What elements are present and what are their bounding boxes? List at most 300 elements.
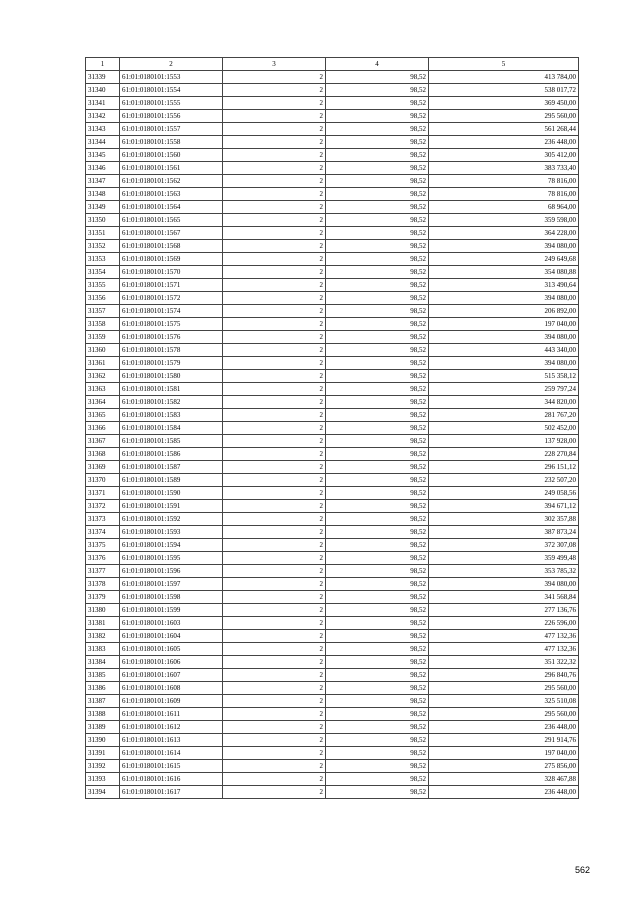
cadastral-number-cell: 61:01:0180101:1570 [120, 266, 223, 279]
count-cell: 2 [223, 513, 326, 526]
count-cell: 2 [223, 409, 326, 422]
amount-cell: 369 450,00 [429, 97, 579, 110]
cadastral-number-cell: 61:01:0180101:1612 [120, 721, 223, 734]
table-row [86, 656, 579, 669]
count-cell: 2 [223, 97, 326, 110]
count-cell: 2 [223, 539, 326, 552]
count-cell: 2 [223, 266, 326, 279]
percent-cell: 98,52 [326, 539, 429, 552]
amount-cell: 295 560,00 [429, 682, 579, 695]
percent-cell: 98,52 [326, 604, 429, 617]
table-row [86, 175, 579, 188]
cadastral-number-cell: 61:01:0180101:1596 [120, 565, 223, 578]
amount-cell: 443 340,00 [429, 344, 579, 357]
cadastral-number-cell: 61:01:0180101:1562 [120, 175, 223, 188]
row-number-cell: 31393 [86, 773, 120, 786]
amount-cell: 313 490,64 [429, 279, 579, 292]
amount-cell: 341 568,84 [429, 591, 579, 604]
percent-cell: 98,52 [326, 331, 429, 344]
amount-cell: 502 452,00 [429, 422, 579, 435]
percent-cell: 98,52 [326, 253, 429, 266]
row-number-cell: 31379 [86, 591, 120, 604]
count-cell: 2 [223, 292, 326, 305]
amount-cell: 291 914,76 [429, 734, 579, 747]
count-cell: 2 [223, 227, 326, 240]
row-number-cell: 31369 [86, 461, 120, 474]
count-cell: 2 [223, 110, 326, 123]
row-number-cell: 31339 [86, 71, 120, 84]
table-row [86, 487, 579, 500]
row-number-cell: 31394 [86, 786, 120, 799]
percent-cell: 98,52 [326, 84, 429, 97]
cadastral-number-cell: 61:01:0180101:1571 [120, 279, 223, 292]
table-row [86, 84, 579, 97]
percent-cell: 98,52 [326, 97, 429, 110]
count-cell: 2 [223, 669, 326, 682]
table-row [86, 149, 579, 162]
count-cell: 2 [223, 565, 326, 578]
count-cell: 2 [223, 708, 326, 721]
row-number-cell: 31358 [86, 318, 120, 331]
table-row [86, 474, 579, 487]
percent-cell: 98,52 [326, 175, 429, 188]
percent-cell: 98,52 [326, 240, 429, 253]
cadastral-number-cell: 61:01:0180101:1579 [120, 357, 223, 370]
cadastral-number-cell: 61:01:0180101:1576 [120, 331, 223, 344]
table-row [86, 734, 579, 747]
count-cell: 2 [223, 318, 326, 331]
percent-cell: 98,52 [326, 149, 429, 162]
row-number-cell: 31346 [86, 162, 120, 175]
amount-cell: 372 307,08 [429, 539, 579, 552]
percent-cell: 98,52 [326, 513, 429, 526]
percent-cell: 98,52 [326, 188, 429, 201]
row-number-cell: 31357 [86, 305, 120, 318]
column-header-5: 5 [429, 58, 579, 71]
count-cell: 2 [223, 214, 326, 227]
cadastral-number-cell: 61:01:0180101:1568 [120, 240, 223, 253]
count-cell: 2 [223, 617, 326, 630]
row-number-cell: 31386 [86, 682, 120, 695]
amount-cell: 351 322,32 [429, 656, 579, 669]
row-number-cell: 31375 [86, 539, 120, 552]
percent-cell: 98,52 [326, 71, 429, 84]
row-number-cell: 31355 [86, 279, 120, 292]
table-row [86, 682, 579, 695]
cadastral-number-cell: 61:01:0180101:1594 [120, 539, 223, 552]
cadastral-number-cell: 61:01:0180101:1608 [120, 682, 223, 695]
amount-cell: 236 448,00 [429, 721, 579, 734]
cadastral-number-cell: 61:01:0180101:1584 [120, 422, 223, 435]
cadastral-number-cell: 61:01:0180101:1617 [120, 786, 223, 799]
row-number-cell: 31377 [86, 565, 120, 578]
amount-cell: 413 784,00 [429, 71, 579, 84]
table-row [86, 669, 579, 682]
percent-cell: 98,52 [326, 773, 429, 786]
row-number-cell: 31348 [86, 188, 120, 201]
table-row [86, 578, 579, 591]
percent-cell: 98,52 [326, 591, 429, 604]
row-number-cell: 31370 [86, 474, 120, 487]
percent-cell: 98,52 [326, 578, 429, 591]
percent-cell: 98,52 [326, 201, 429, 214]
count-cell: 2 [223, 188, 326, 201]
row-number-cell: 31376 [86, 552, 120, 565]
cadastral-number-cell: 61:01:0180101:1605 [120, 643, 223, 656]
amount-cell: 394 080,00 [429, 240, 579, 253]
amount-cell: 296 840,76 [429, 669, 579, 682]
percent-cell: 98,52 [326, 123, 429, 136]
percent-cell: 98,52 [326, 396, 429, 409]
cadastral-number-cell: 61:01:0180101:1555 [120, 97, 223, 110]
count-cell: 2 [223, 253, 326, 266]
table-row [86, 305, 579, 318]
amount-cell: 394 080,00 [429, 292, 579, 305]
amount-cell: 561 268,44 [429, 123, 579, 136]
row-number-cell: 31378 [86, 578, 120, 591]
row-number-cell: 31392 [86, 760, 120, 773]
cadastral-number-cell: 61:01:0180101:1613 [120, 734, 223, 747]
amount-cell: 394 080,00 [429, 331, 579, 344]
table-row [86, 565, 579, 578]
cadastral-number-cell: 61:01:0180101:1572 [120, 292, 223, 305]
table-row [86, 188, 579, 201]
table-row [86, 448, 579, 461]
percent-cell: 98,52 [326, 760, 429, 773]
percent-cell: 98,52 [326, 227, 429, 240]
row-number-cell: 31347 [86, 175, 120, 188]
amount-cell: 383 733,40 [429, 162, 579, 175]
table-row [86, 409, 579, 422]
amount-cell: 394 080,00 [429, 578, 579, 591]
row-number-cell: 31372 [86, 500, 120, 513]
count-cell: 2 [223, 448, 326, 461]
amount-cell: 328 467,88 [429, 773, 579, 786]
amount-cell: 325 510,08 [429, 695, 579, 708]
cadastral-number-cell: 61:01:0180101:1607 [120, 669, 223, 682]
count-cell: 2 [223, 474, 326, 487]
amount-cell: 78 816,00 [429, 175, 579, 188]
count-cell: 2 [223, 240, 326, 253]
percent-cell: 98,52 [326, 162, 429, 175]
table-row [86, 266, 579, 279]
row-number-cell: 31389 [86, 721, 120, 734]
table-row [86, 591, 579, 604]
percent-cell: 98,52 [326, 214, 429, 227]
count-cell: 2 [223, 71, 326, 84]
table-row [86, 97, 579, 110]
count-cell: 2 [223, 734, 326, 747]
cadastral-number-cell: 61:01:0180101:1603 [120, 617, 223, 630]
cadastral-number-cell: 61:01:0180101:1586 [120, 448, 223, 461]
table-row [86, 162, 579, 175]
count-cell: 2 [223, 773, 326, 786]
column-header-3: 3 [223, 58, 326, 71]
cadastral-number-cell: 61:01:0180101:1582 [120, 396, 223, 409]
row-number-cell: 31381 [86, 617, 120, 630]
cadastral-number-cell: 61:01:0180101:1599 [120, 604, 223, 617]
cadastral-number-cell: 61:01:0180101:1567 [120, 227, 223, 240]
page-number: 562 [574, 865, 590, 875]
table-row [86, 773, 579, 786]
amount-cell: 359 499,48 [429, 552, 579, 565]
table-row [86, 422, 579, 435]
row-number-cell: 31352 [86, 240, 120, 253]
table-row [86, 500, 579, 513]
row-number-cell: 31362 [86, 370, 120, 383]
table-row [86, 71, 579, 84]
row-number-cell: 31349 [86, 201, 120, 214]
table-row [86, 695, 579, 708]
amount-cell: 226 596,00 [429, 617, 579, 630]
percent-cell: 98,52 [326, 786, 429, 799]
cadastral-number-cell: 61:01:0180101:1597 [120, 578, 223, 591]
amount-cell: 477 132,36 [429, 630, 579, 643]
amount-cell: 538 017,72 [429, 84, 579, 97]
row-number-cell: 31361 [86, 357, 120, 370]
count-cell: 2 [223, 422, 326, 435]
header-row [86, 58, 579, 71]
percent-cell: 98,52 [326, 357, 429, 370]
count-cell: 2 [223, 630, 326, 643]
percent-cell: 98,52 [326, 669, 429, 682]
row-number-cell: 31340 [86, 84, 120, 97]
row-number-cell: 31387 [86, 695, 120, 708]
table-row [86, 344, 579, 357]
cadastral-number-cell: 61:01:0180101:1563 [120, 188, 223, 201]
amount-cell: 359 598,00 [429, 214, 579, 227]
amount-cell: 387 873,24 [429, 526, 579, 539]
table-row [86, 279, 579, 292]
cadastral-number-cell: 61:01:0180101:1615 [120, 760, 223, 773]
table-row [86, 227, 579, 240]
table-row [86, 331, 579, 344]
percent-cell: 98,52 [326, 422, 429, 435]
percent-cell: 98,52 [326, 344, 429, 357]
count-cell: 2 [223, 552, 326, 565]
table-row [86, 513, 579, 526]
cadastral-number-cell: 61:01:0180101:1569 [120, 253, 223, 266]
row-number-cell: 31344 [86, 136, 120, 149]
table-body [86, 71, 579, 799]
table-row [86, 760, 579, 773]
table-row [86, 370, 579, 383]
row-number-cell: 31366 [86, 422, 120, 435]
row-number-cell: 31350 [86, 214, 120, 227]
count-cell: 2 [223, 331, 326, 344]
table-row [86, 617, 579, 630]
amount-cell: 68 964,00 [429, 201, 579, 214]
percent-cell: 98,52 [326, 721, 429, 734]
row-number-cell: 31365 [86, 409, 120, 422]
table-row [86, 214, 579, 227]
cadastral-number-cell: 61:01:0180101:1557 [120, 123, 223, 136]
cadastral-number-cell: 61:01:0180101:1604 [120, 630, 223, 643]
row-number-cell: 31374 [86, 526, 120, 539]
percent-cell: 98,52 [326, 708, 429, 721]
count-cell: 2 [223, 149, 326, 162]
amount-cell: 515 358,12 [429, 370, 579, 383]
amount-cell: 137 928,00 [429, 435, 579, 448]
row-number-cell: 31360 [86, 344, 120, 357]
amount-cell: 295 560,00 [429, 110, 579, 123]
table-row [86, 604, 579, 617]
cadastral-number-cell: 61:01:0180101:1590 [120, 487, 223, 500]
percent-cell: 98,52 [326, 292, 429, 305]
cadastral-number-cell: 61:01:0180101:1581 [120, 383, 223, 396]
percent-cell: 98,52 [326, 110, 429, 123]
row-number-cell: 31367 [86, 435, 120, 448]
cadastral-number-cell: 61:01:0180101:1565 [120, 214, 223, 227]
percent-cell: 98,52 [326, 435, 429, 448]
count-cell: 2 [223, 357, 326, 370]
amount-cell: 302 357,88 [429, 513, 579, 526]
amount-cell: 259 797,24 [429, 383, 579, 396]
cadastral-number-cell: 61:01:0180101:1592 [120, 513, 223, 526]
cadastral-number-cell: 61:01:0180101:1587 [120, 461, 223, 474]
table-row [86, 435, 579, 448]
row-number-cell: 31368 [86, 448, 120, 461]
count-cell: 2 [223, 201, 326, 214]
count-cell: 2 [223, 747, 326, 760]
count-cell: 2 [223, 643, 326, 656]
percent-cell: 98,52 [326, 487, 429, 500]
cadastral-number-cell: 61:01:0180101:1614 [120, 747, 223, 760]
row-number-cell: 31371 [86, 487, 120, 500]
count-cell: 2 [223, 136, 326, 149]
count-cell: 2 [223, 344, 326, 357]
count-cell: 2 [223, 383, 326, 396]
row-number-cell: 31353 [86, 253, 120, 266]
percent-cell: 98,52 [326, 279, 429, 292]
cadastral-number-cell: 61:01:0180101:1578 [120, 344, 223, 357]
cadastral-number-cell: 61:01:0180101:1558 [120, 136, 223, 149]
count-cell: 2 [223, 526, 326, 539]
cadastral-number-cell: 61:01:0180101:1583 [120, 409, 223, 422]
cadastral-number-cell: 61:01:0180101:1561 [120, 162, 223, 175]
count-cell: 2 [223, 279, 326, 292]
amount-cell: 197 040,00 [429, 318, 579, 331]
row-number-cell: 31383 [86, 643, 120, 656]
amount-cell: 197 040,00 [429, 747, 579, 760]
percent-cell: 98,52 [326, 448, 429, 461]
cadastral-number-cell: 61:01:0180101:1574 [120, 305, 223, 318]
cadastral-number-cell: 61:01:0180101:1560 [120, 149, 223, 162]
row-number-cell: 31388 [86, 708, 120, 721]
amount-cell: 353 785,32 [429, 565, 579, 578]
amount-cell: 277 136,76 [429, 604, 579, 617]
percent-cell: 98,52 [326, 474, 429, 487]
row-number-cell: 31356 [86, 292, 120, 305]
amount-cell: 236 448,00 [429, 136, 579, 149]
percent-cell: 98,52 [326, 461, 429, 474]
row-number-cell: 31351 [86, 227, 120, 240]
count-cell: 2 [223, 656, 326, 669]
cadastral-number-cell: 61:01:0180101:1598 [120, 591, 223, 604]
cadastral-value-table [85, 57, 579, 799]
percent-cell: 98,52 [326, 630, 429, 643]
row-number-cell: 31342 [86, 110, 120, 123]
table-row [86, 708, 579, 721]
count-cell: 2 [223, 682, 326, 695]
table-row [86, 357, 579, 370]
amount-cell: 364 228,00 [429, 227, 579, 240]
table-row [86, 240, 579, 253]
percent-cell: 98,52 [326, 526, 429, 539]
table-row [86, 539, 579, 552]
amount-cell: 296 151,12 [429, 461, 579, 474]
count-cell: 2 [223, 123, 326, 136]
cadastral-number-cell: 61:01:0180101:1606 [120, 656, 223, 669]
table-row [86, 526, 579, 539]
table-row [86, 630, 579, 643]
cadastral-number-cell: 61:01:0180101:1564 [120, 201, 223, 214]
table-row [86, 461, 579, 474]
cadastral-number-cell: 61:01:0180101:1589 [120, 474, 223, 487]
amount-cell: 344 820,00 [429, 396, 579, 409]
percent-cell: 98,52 [326, 565, 429, 578]
cadastral-number-cell: 61:01:0180101:1553 [120, 71, 223, 84]
count-cell: 2 [223, 760, 326, 773]
count-cell: 2 [223, 786, 326, 799]
percent-cell: 98,52 [326, 136, 429, 149]
table-row [86, 123, 579, 136]
count-cell: 2 [223, 461, 326, 474]
amount-cell: 206 892,00 [429, 305, 579, 318]
percent-cell: 98,52 [326, 682, 429, 695]
percent-cell: 98,52 [326, 656, 429, 669]
table-header [86, 58, 579, 71]
percent-cell: 98,52 [326, 734, 429, 747]
table-row [86, 721, 579, 734]
count-cell: 2 [223, 721, 326, 734]
percent-cell: 98,52 [326, 318, 429, 331]
count-cell: 2 [223, 175, 326, 188]
amount-cell: 228 270,84 [429, 448, 579, 461]
percent-cell: 98,52 [326, 409, 429, 422]
percent-cell: 98,52 [326, 695, 429, 708]
row-number-cell: 31363 [86, 383, 120, 396]
percent-cell: 98,52 [326, 370, 429, 383]
cadastral-number-cell: 61:01:0180101:1554 [120, 84, 223, 97]
column-header-1: 1 [86, 58, 120, 71]
count-cell: 2 [223, 604, 326, 617]
amount-cell: 394 080,00 [429, 357, 579, 370]
cadastral-number-cell: 61:01:0180101:1575 [120, 318, 223, 331]
cadastral-number-cell: 61:01:0180101:1585 [120, 435, 223, 448]
percent-cell: 98,52 [326, 643, 429, 656]
count-cell: 2 [223, 695, 326, 708]
cadastral-number-cell: 61:01:0180101:1609 [120, 695, 223, 708]
table-row [86, 552, 579, 565]
row-number-cell: 31364 [86, 396, 120, 409]
table-row [86, 292, 579, 305]
column-header-4: 4 [326, 58, 429, 71]
row-number-cell: 31390 [86, 734, 120, 747]
cadastral-number-cell: 61:01:0180101:1591 [120, 500, 223, 513]
row-number-cell: 31354 [86, 266, 120, 279]
amount-cell: 249 649,68 [429, 253, 579, 266]
row-number-cell: 31341 [86, 97, 120, 110]
count-cell: 2 [223, 84, 326, 97]
cadastral-number-cell: 61:01:0180101:1616 [120, 773, 223, 786]
cadastral-number-cell: 61:01:0180101:1611 [120, 708, 223, 721]
count-cell: 2 [223, 435, 326, 448]
percent-cell: 98,52 [326, 500, 429, 513]
count-cell: 2 [223, 370, 326, 383]
table-row [86, 318, 579, 331]
table-row [86, 110, 579, 123]
